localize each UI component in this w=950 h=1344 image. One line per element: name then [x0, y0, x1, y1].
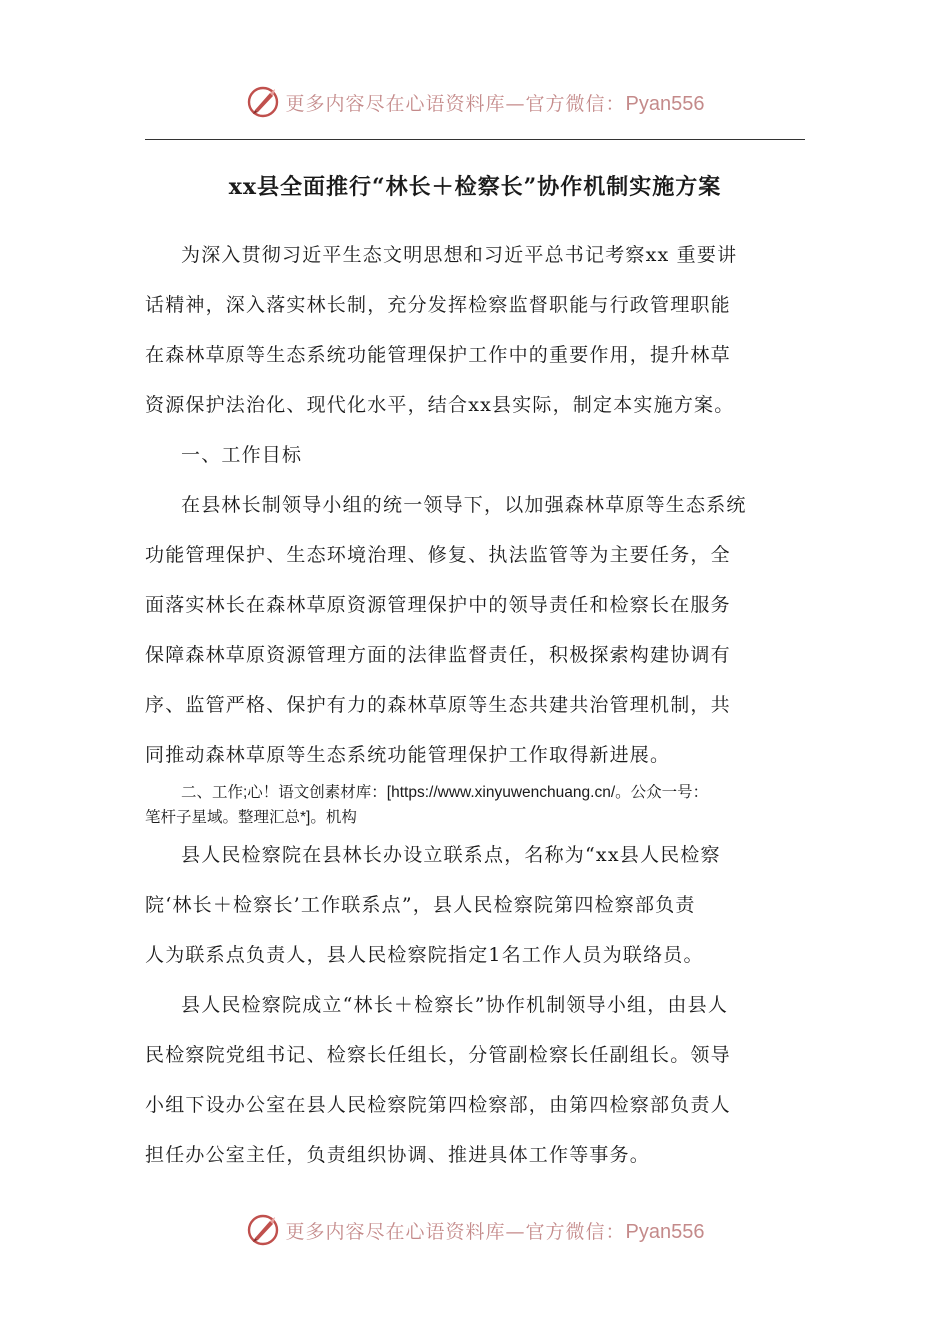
banner-text	[286, 89, 705, 116]
text-line: 面落实林长在森林草原资源管理保护中的领导责任和检察长在服务	[145, 594, 731, 616]
document-title: xx县全面推行“林长＋检察长”协作机制实施方案	[228, 174, 722, 200]
quill-pen-logo-icon	[246, 85, 280, 119]
text-line: 县人民检察院成立“林长＋检察长”协作机制领导小组，由县人	[181, 994, 729, 1016]
banner-wechat-id: Pyan556	[625, 92, 705, 115]
small-text-line: 笔杆子星域。整理汇总*]。机构	[145, 809, 357, 826]
section-heading: 一、工作目标	[181, 444, 303, 466]
banner-text	[286, 1217, 705, 1244]
quill-pen-logo-icon	[246, 1213, 280, 1247]
section-heading-organization	[145, 780, 805, 830]
text-line: 县人民检察院在县林长办设立联系点，名称为“xx县人民检察	[181, 844, 721, 866]
banner-text-cn: 更多内容尽在心语资料库—官方微信：	[285, 92, 626, 115]
paragraph-contact-point	[145, 830, 805, 980]
banner-wechat-id: Pyan556	[625, 1220, 705, 1243]
text-line: 小组下设办公室在县人民检察院第四检察部，由第四检察部负责人	[145, 1094, 731, 1116]
header-divider	[145, 139, 805, 140]
paragraph-goals	[145, 480, 805, 780]
text-line: 话精神，深入落实林长制，充分发挥检察监督职能与行政管理职能	[145, 294, 731, 316]
header-banner	[0, 80, 950, 124]
paragraph-intro	[145, 230, 805, 430]
text-line: 民检察院党组书记、检察长任组长，分管副检察长任副组长。领导	[145, 1044, 731, 1066]
text-line: 保障森林草原资源管理方面的法律监督责任，积极探索构建协调有	[145, 644, 731, 666]
paragraph-leading-group	[145, 980, 805, 1180]
text-line: 为深入贯彻习近平生态文明思想和习近平总书记考察xx 重要讲	[181, 244, 738, 266]
text-line: 在县林长制领导小组的统一领导下，以加强森林草原等生态系统	[181, 494, 747, 516]
text-line: 院‘林长＋检察长’工作联系点”，县人民检察院第四检察部负责	[145, 894, 696, 916]
text-line: 序、监管严格、保护有力的森林草原等生态共建共治管理机制，共	[145, 694, 731, 716]
banner-text-cn: 更多内容尽在心语资料库—官方微信：	[285, 1220, 626, 1243]
text-line: 同推动森林草原等生态系统功能管理保护工作取得新进展。	[145, 744, 671, 766]
section-heading-goals	[145, 430, 805, 480]
text-line: 资源保护法治化、现代化水平，结合xx县实际，制定本实施方案。	[145, 394, 735, 416]
small-text-line: 二、工作;心！语文创素材库：[https://www.xinyuwenchuang.cn/。公众一号：	[181, 784, 709, 801]
text-line: 在森林草原等生态系统功能管理保护工作中的重要作用，提升林草	[145, 344, 731, 366]
document-body	[145, 230, 805, 1180]
text-line: 功能管理保护、生态环境治理、修复、执法监管等为主要任务，全	[145, 544, 731, 566]
text-line: 人为联系点负责人，县人民检察院指定1名工作人员为联络员。	[145, 944, 704, 966]
footer-banner	[0, 1208, 950, 1252]
text-line: 担任办公室主任，负责组织协调、推进具体工作等事务。	[145, 1144, 651, 1166]
